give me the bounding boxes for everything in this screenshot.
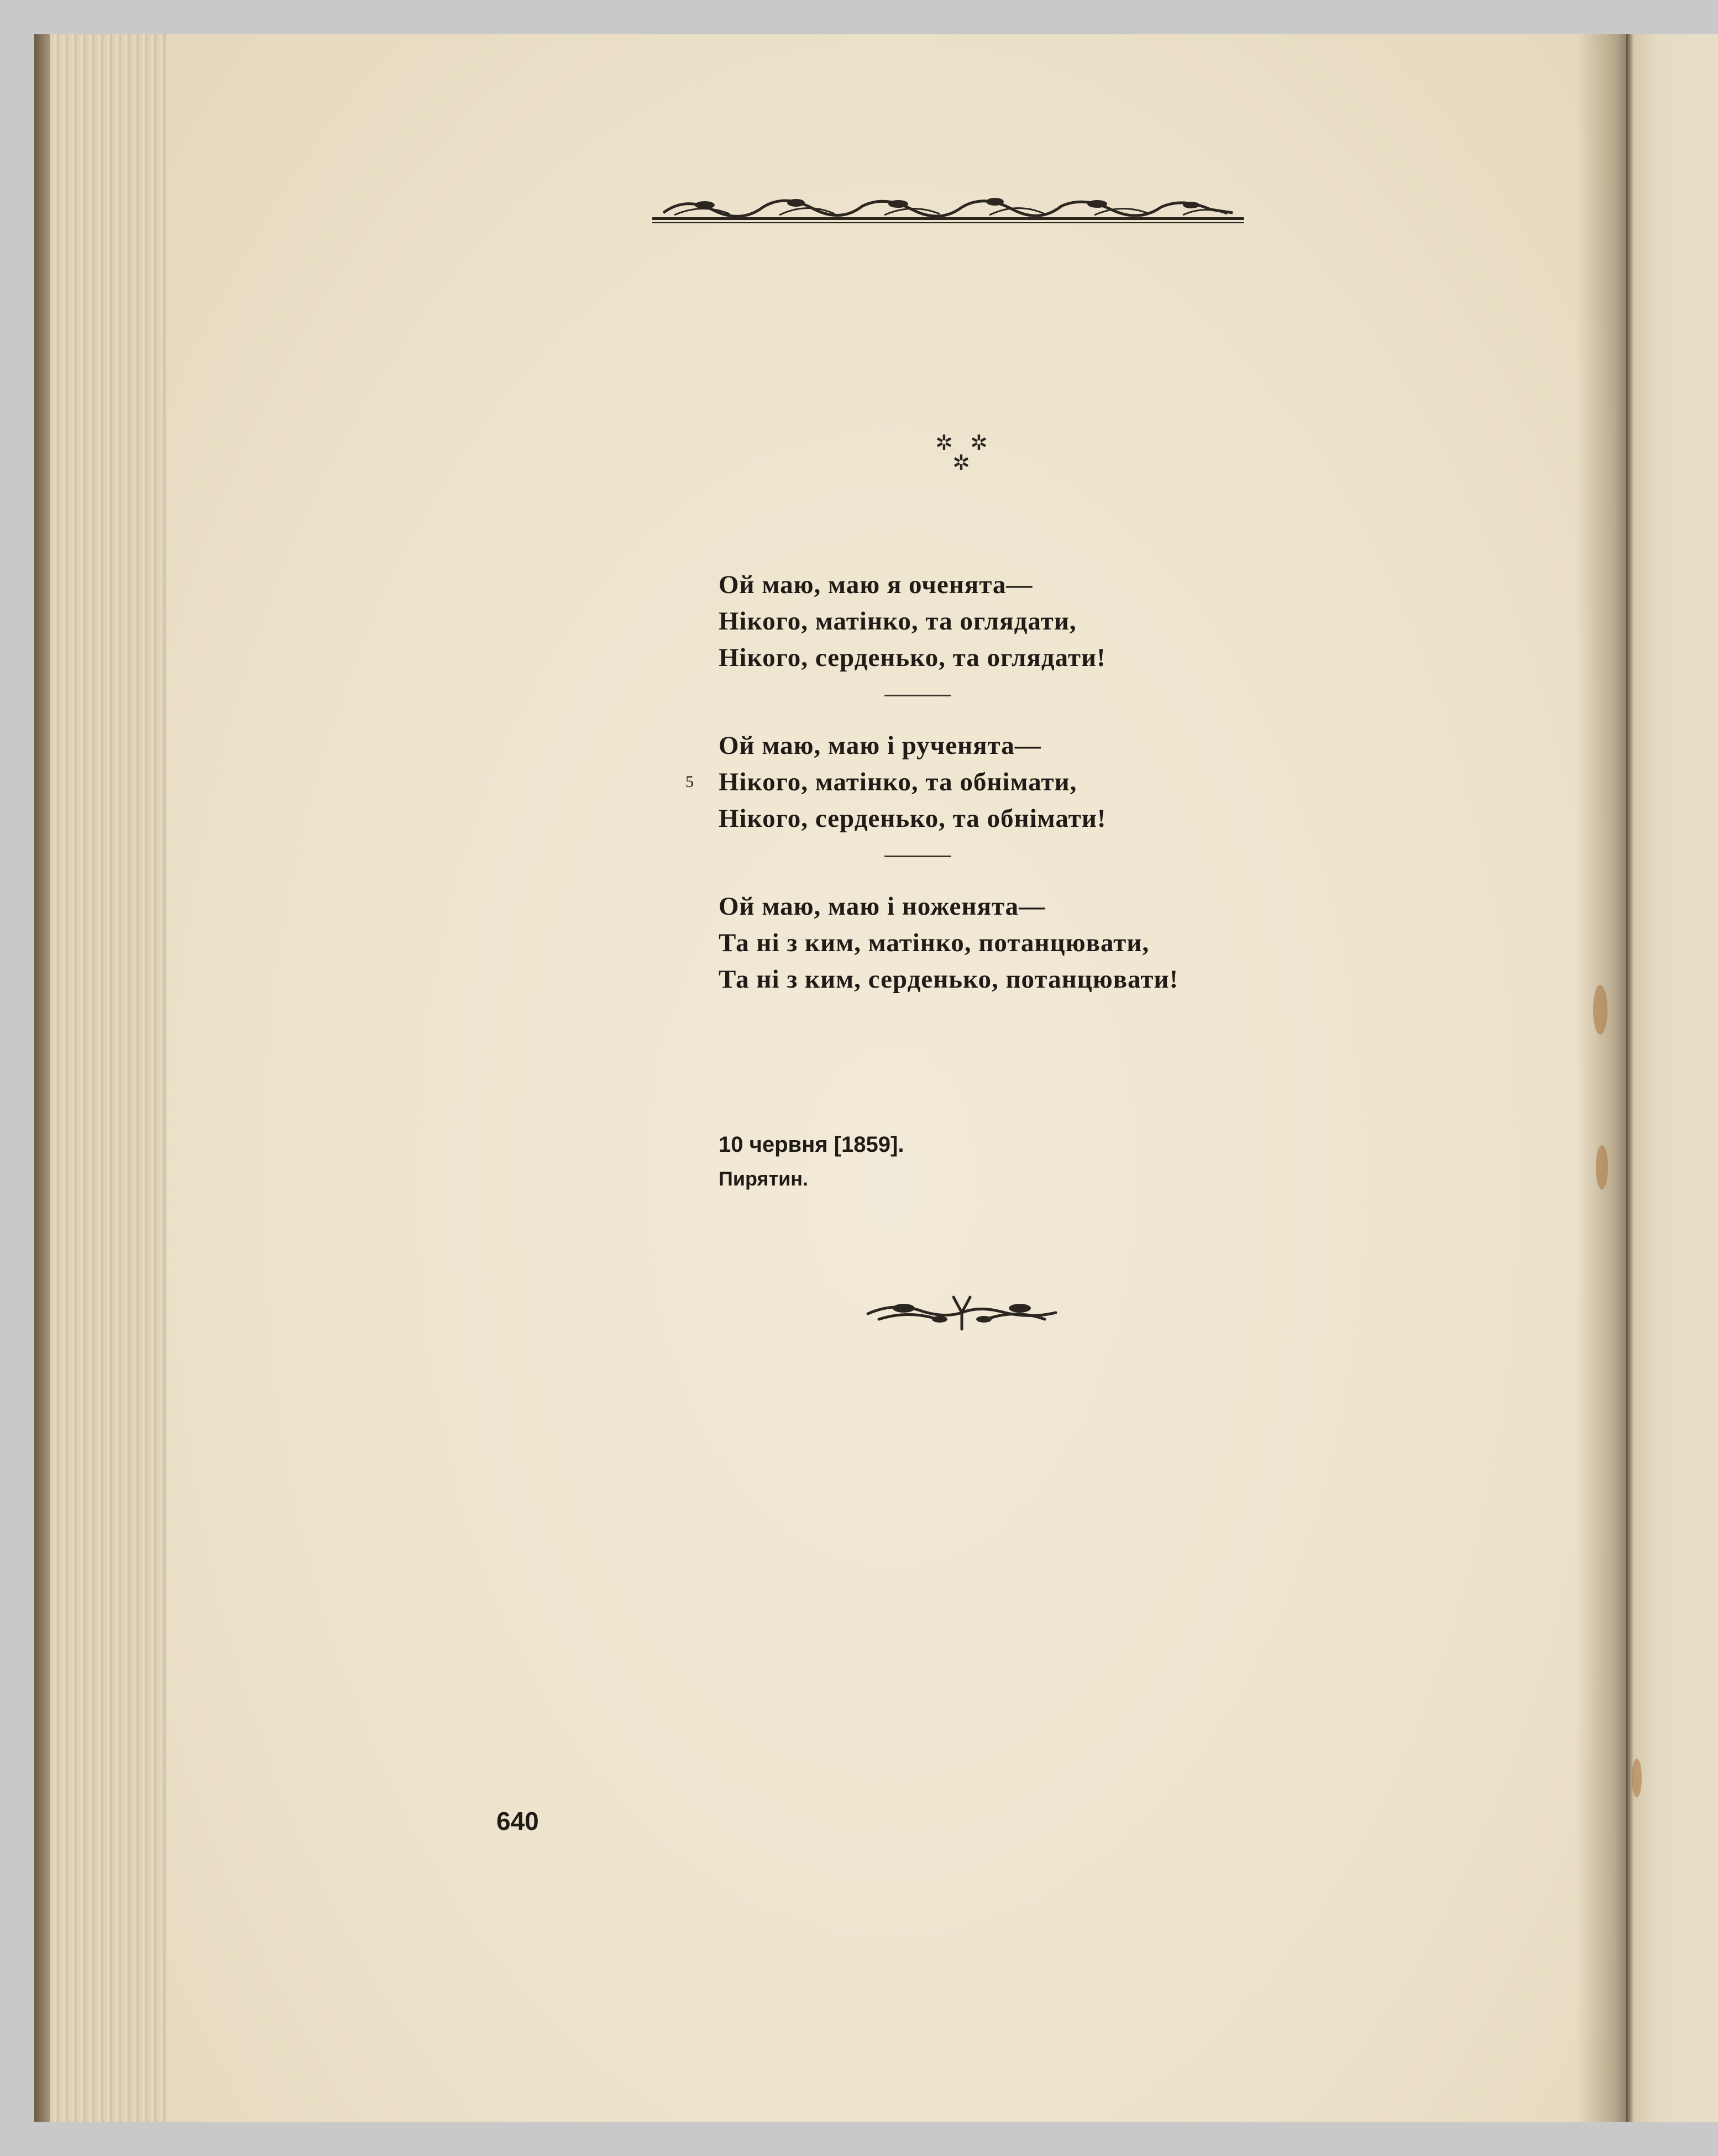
asterism-untitled-marker	[895, 428, 1001, 478]
line-number: 5	[685, 773, 694, 791]
asterisk-icon: ✲	[952, 452, 970, 475]
page-stain	[1632, 1759, 1642, 1797]
poem-line: Нікого, матінко, та оглядати,	[719, 607, 1077, 636]
page-edges	[34, 34, 167, 2122]
page-stain	[1593, 985, 1607, 1035]
poem-line	[685, 764, 1178, 800]
poem-line: Ой маю, маю і рученята—	[719, 731, 1041, 760]
page-stain	[1596, 1145, 1608, 1189]
date: 10 червня [1859].	[719, 1132, 904, 1157]
page-number: 640	[496, 1807, 539, 1835]
poem-line: Ой маю, маю і ноженята—	[719, 892, 1046, 921]
book-page	[167, 34, 1615, 2122]
book-cover-edge	[34, 34, 50, 2122]
poem-line: Та ні з ким, матінко, потанцювати,	[719, 929, 1150, 957]
stanza-divider	[884, 695, 951, 696]
asterisk-icon: ✲	[935, 432, 953, 455]
ornamental-tailpiece	[862, 1291, 1061, 1335]
poem-line: Та ні з ким, серденько, потанцювати!	[719, 965, 1179, 994]
stanza	[685, 727, 1178, 837]
poem-line: Нікого, серденько, та обнімати!	[719, 804, 1107, 833]
scanned-book-spread	[34, 34, 1718, 2122]
asterisk-icon: ✲	[970, 432, 988, 455]
ornamental-headpiece	[652, 191, 1244, 229]
stanza-divider	[884, 856, 951, 857]
facing-page	[1626, 34, 1718, 2122]
place: Пирятин.	[719, 1167, 809, 1190]
dateline	[719, 1127, 904, 1196]
poem-line: Ой маю, маю я оченята—	[719, 570, 1033, 599]
poem-line-text: Нікого, матінко, та обнімати,	[719, 768, 1077, 796]
poem	[685, 566, 1179, 998]
stanza	[719, 888, 1178, 998]
poem-line: Нікого, серденько, та оглядати!	[719, 643, 1106, 672]
stanza	[719, 566, 1178, 676]
